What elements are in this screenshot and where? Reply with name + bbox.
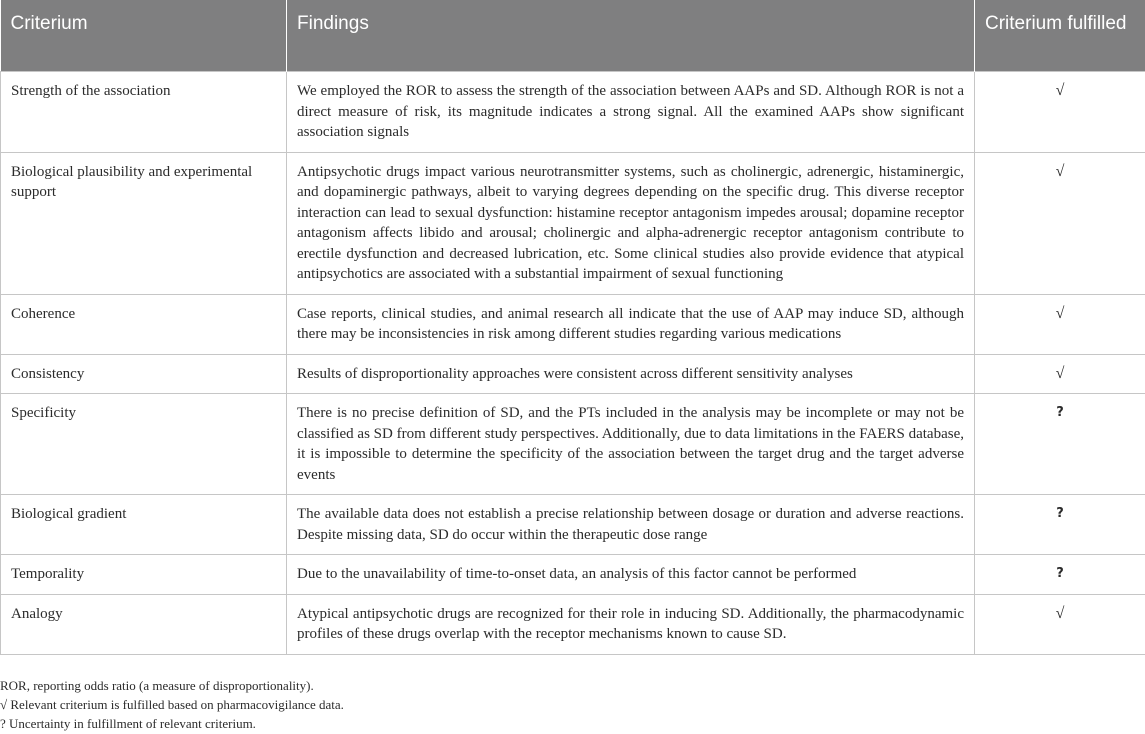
criterium-cell: Coherence	[1, 294, 287, 354]
table-row	[1, 72, 1145, 153]
header-criterium: Criterium	[1, 0, 287, 72]
findings-cell: Case reports, clinical studies, and animal research all indicate that the use of AAP may induce SD, although there may be inconsistencies in risk among different studies regarding various medications	[287, 294, 975, 354]
findings-cell: We employed the ROR to assess the strength of the association between AAPs and SD. Although ROR is not a direct measure of risk, its magnitude indicates a strong signal. All the examined AAPs show significant association signals	[287, 72, 975, 153]
criterium-cell: Temporality	[1, 555, 287, 595]
findings-cell: There is no precise definition of SD, and the PTs included in the analysis may be incomplete or may not be classified as SD from different study perspectives. Additionally, due to data limitations in the FAERS database, it is impossible to determine the specificity of the association between the target drug and the target adverse events	[287, 394, 975, 495]
table-row	[1, 354, 1145, 394]
fulfilled-cell: √	[975, 354, 1145, 394]
criterium-cell: Strength of the association	[1, 72, 287, 153]
header-row	[1, 0, 1145, 72]
table-row	[1, 495, 1145, 555]
findings-cell: The available data does not establish a precise relationship between dosage or duration and adverse reactions. Despite missing data, SD do occur within the therapeutic dose range	[287, 495, 975, 555]
findings-cell: Due to the unavailability of time-to-onset data, an analysis of this factor cannot be performed	[287, 555, 975, 595]
criterium-cell: Biological gradient	[1, 495, 287, 555]
table-row	[1, 294, 1145, 354]
criterium-cell: Biological plausibility and experimental support	[1, 152, 287, 294]
table-row	[1, 394, 1145, 495]
findings-cell: Antipsychotic drugs impact various neurotransmitter systems, such as cholinergic, adrenergic, histaminergic, and dopaminergic pathways, albeit to varying degrees depending on the specific drug. This diverse receptor interaction can lead to sexual dysfunction: histamine receptor antagonism impedes arousal; dopamine receptor antagonism affects libido and arousal; cholinergic and alpha-adrenergic receptor antagonism contribute to erectile dysfunction and decreased lubrication, etc. Some clinical studies also provide evidence that atypical antipsychotics are associated with a substantial impairment of sexual functioning	[287, 152, 975, 294]
fulfilled-cell: √	[975, 152, 1145, 294]
table-row	[1, 152, 1145, 294]
fulfilled-cell: ?	[975, 495, 1145, 555]
header-fulfilled: Criterium fulfilled	[975, 0, 1145, 72]
table-row	[1, 555, 1145, 595]
fulfilled-cell: √	[975, 294, 1145, 354]
table-footnotes	[0, 676, 1145, 733]
criterium-cell: Analogy	[1, 594, 287, 654]
findings-cell: Results of disproportionality approaches were consistent across different sensitivity analyses	[287, 354, 975, 394]
criterium-cell: Consistency	[1, 354, 287, 394]
fulfilled-cell: ?	[975, 555, 1145, 595]
header-findings: Findings	[287, 0, 975, 72]
table-row	[1, 594, 1145, 654]
fulfilled-cell: √	[975, 72, 1145, 153]
footnote-abbreviation: ROR, reporting odds ratio (a measure of disproportionality).	[0, 678, 314, 693]
findings-cell: Atypical antipsychotic drugs are recognized for their role in inducing SD. Additionally, the pharmacodynamic profiles of these drugs overlap with the receptor mechanisms known to cause SD.	[287, 594, 975, 654]
fulfilled-cell: ?	[975, 394, 1145, 495]
footnote-fulfilled: √ Relevant criterium is fulfilled based on pharmacovigilance data.	[0, 697, 344, 712]
criterium-cell: Specificity	[1, 394, 287, 495]
fulfilled-cell: √	[975, 594, 1145, 654]
footnote-uncertain: ? Uncertainty in fulfillment of relevant criterium.	[0, 716, 256, 731]
